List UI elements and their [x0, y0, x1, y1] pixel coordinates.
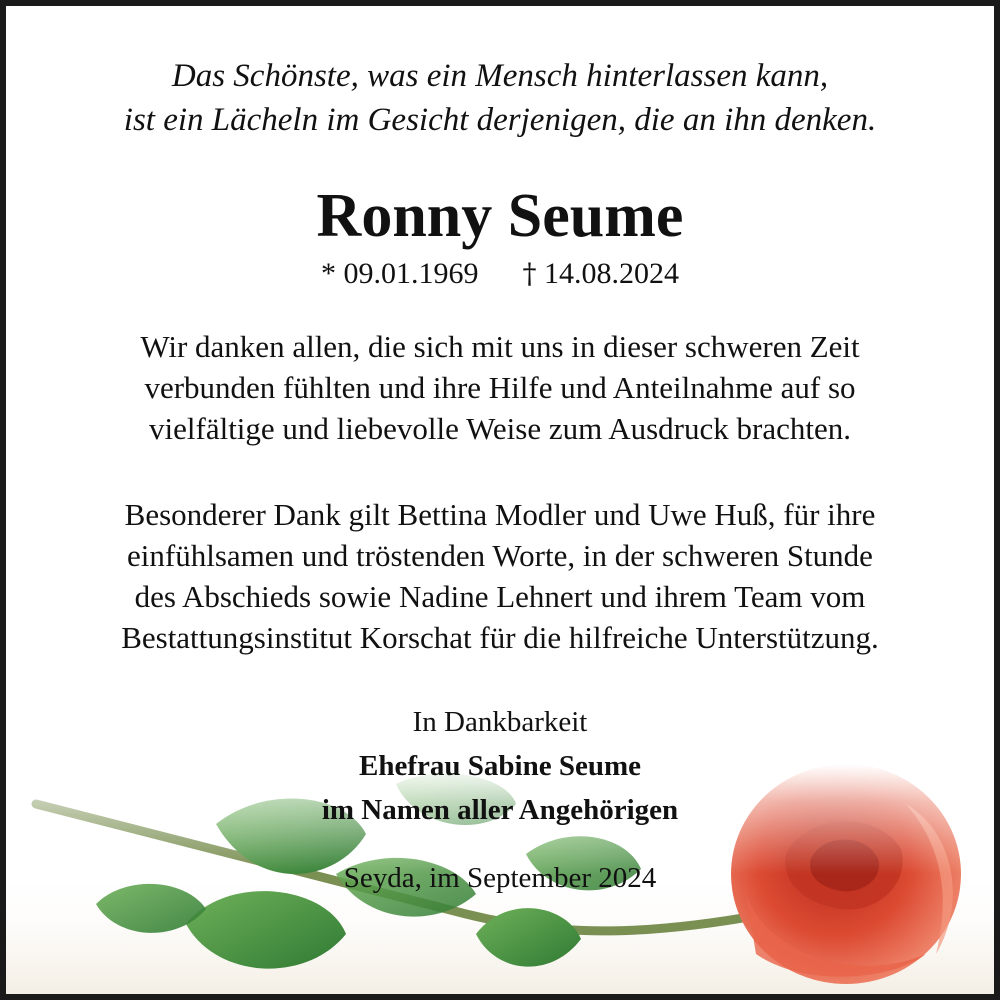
special-thanks-line-3: des Abschieds sowie Nadine Lehnert und ihrem Team vom — [134, 579, 866, 614]
life-dates — [6, 254, 994, 294]
memorial-quote-line-2: ist ein Lächeln im Gesicht derjenigen, die an ihn denken. — [123, 102, 877, 138]
thanks-line-1: Wir danken allen, die sich mit uns in dieser schweren Zeit — [140, 329, 860, 364]
cross-icon: † — [522, 257, 537, 290]
closing-intro: In Dankbarkeit — [412, 706, 588, 738]
thanks-paragraph — [6, 326, 994, 449]
place-and-date: Seyda, im September 2024 — [343, 862, 657, 894]
on-behalf-line: im Namen aller Angehörigen — [321, 794, 679, 826]
special-thanks-line-2: einfühlsamen und tröstenden Worte, in der schweren Stunde — [127, 538, 873, 573]
special-thanks-line-4: Bestattungsinstitut Korschat für die hilfreiche Unterstützung. — [121, 620, 879, 655]
special-thanks-line-1: Besonderer Dank gilt Bettina Modler und Uwe Huß, für ihre — [124, 497, 876, 532]
signer-name: Ehefrau Sabine Seume — [359, 750, 641, 782]
birth-date: * 09.01.1969 — [321, 257, 479, 290]
thanks-line-2: verbunden fühlten und ihre Hilfe und Anteilnahme auf so — [144, 370, 856, 405]
thanks-line-3: vielfältige und liebevolle Weise zum Ausdruck brachten. — [149, 411, 851, 446]
deceased-name: Ronny Seume — [316, 182, 684, 250]
special-thanks-paragraph — [6, 494, 994, 658]
memorial-quote-line-1: Das Schönste, was ein Mensch hinterlassen kann, — [171, 58, 829, 94]
death-date: 14.08.2024 — [544, 257, 679, 290]
